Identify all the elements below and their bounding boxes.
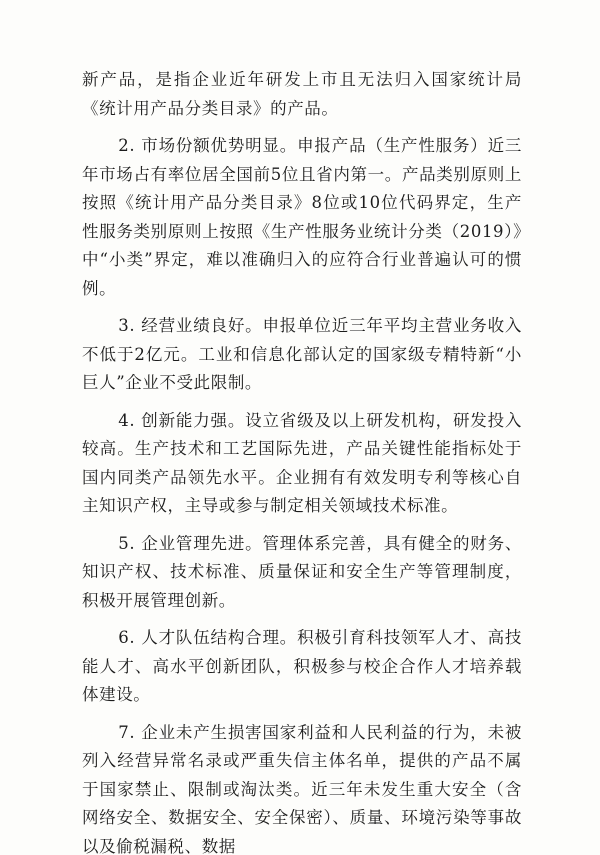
paragraph-market-share: 2. 市场份额优势明显。申报产品（生产性服务）近三年市场占有率位居全国前5位且省内第一。产品类别原则上按照《统计用产品分类目录》8位或10位代码界定，生产性服务类别原则上按照《生产性服务业统计分类（2019）》中“小类”界定，难以准确归入的应符合行业普遍认可的惯例。 (82, 136, 522, 298)
paragraph-talent: 6. 人才队伍结构合理。积极引育科技领军人才、高技能人才、高水平创新团队，积极参与校企合作人才培养载体建设。 (82, 628, 522, 704)
document-body (82, 66, 522, 855)
paragraph-continuation: 新产品，是指企业近年研发上市且无法归入国家统计局《统计用产品分类目录》的产品。 (82, 70, 522, 118)
paragraph-compliance: 7. 企业未产生损害国家利益和人民利益的行为，未被列入经营异常名录或严重失信主体名单，提供的产品不属于国家禁止、限制或淘汰类。近三年未发生重大安全（含网络安全、数据安全、安全保密）、质量、环境污染等事故以及偷税漏税、数据 (82, 722, 522, 855)
paragraph-business-performance: 3. 经营业绩良好。申报单位近三年平均主营业务收入不低于2亿元。工业和信息化部认定的国家级专精特新“小巨人”企业不受此限制。 (82, 316, 522, 392)
paragraph-innovation: 4. 创新能力强。设立省级及以上研发机构，研发投入较高。生产技术和工艺国际先进，产品关键性能指标处于国内同类产品领先水平。企业拥有有效发明专利等核心自主知识产权，主导或参与制定相关领域技术标准。 (82, 410, 522, 515)
paragraph-management: 5. 企业管理先进。管理体系完善，具有健全的财务、知识产权、技术标准、质量保证和安全生产等管理制度，积极开展管理创新。 (82, 533, 522, 610)
